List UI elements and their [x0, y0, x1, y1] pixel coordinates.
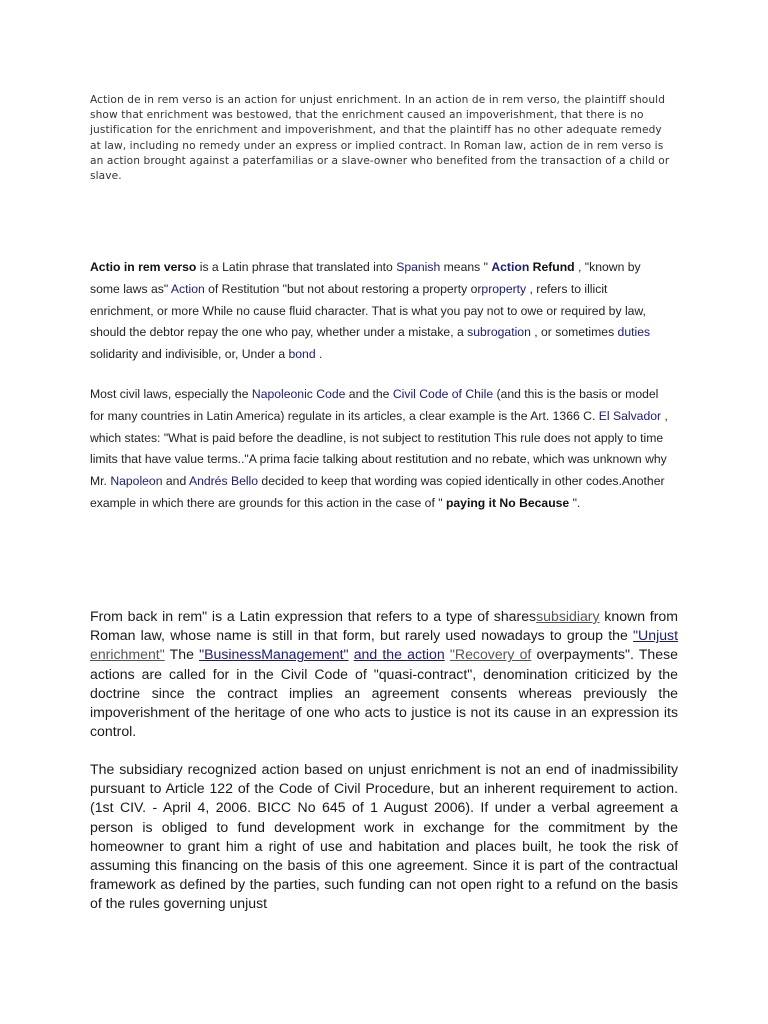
link-and-the-action[interactable]: and the action	[353, 646, 445, 663]
paying-bold: paying it No Because	[445, 495, 570, 510]
link-action-bold[interactable]: Action	[491, 260, 530, 274]
civil-laws-paragraph: Most civil laws, especially the Napoleonic Code and the Civil Code of Chile (and this is the basis or model for many countries in Latin America) regulate in its articles, a clear example is the Art. 1366 C. El Salvador , which states: "What is paid before the deadline, is not subject to restitution This rule does not apply to time limits that have value terms.."A prima facie talking about restitution and no rebate, which was unknown why Mr. Napoleon and Andrés Bello decided to keep that wording was copied identically in other codes.Another example in which there are grounds for this action in the case of " paying it No Because ".	[90, 387, 668, 510]
link-business-management[interactable]: "BusinessManagement"	[199, 646, 349, 663]
link-civil-code-chile[interactable]: Civil Code of Chile	[392, 387, 494, 401]
intro-paragraph: Action de in rem verso is an action for unjust enrichment. In an action de in rem verso, the plaintiff should show that enrichment was bestowed, that the enrichment caused an impoverishment, that there is no justification for the enrichment and impoverishment, and that the plaintiff has no other adequate remedy at law, including no remedy under an express or implied contract. In Roman law, action de in rem verso is an action brought against a paterfamilias or a slave-owner who benefited from the transaction of a child or slave.	[90, 94, 670, 183]
back-in-rem-paragraph: From back in rem" is a Latin expression that refers to a type of sharessubsidiary known from Roman law, whose name is still in that form, but rarely used nowadays to group the "Unjust enrichment" The "BusinessManagement" and the action "Recovery of overpayments". These actions are called for in the Civil Code of "quasi-contract", denomination criticized by the doctrine since the contract implies an agreement consents whereas previously the impoverishment of the heritage of one who acts to justice is not its cause in an expression its control.	[90, 608, 678, 740]
link-el-salvador[interactable]: El Salvador	[598, 408, 662, 423]
link-napoleonic-code[interactable]: Napoleonic Code	[251, 387, 346, 401]
link-subsidiary[interactable]: subsidiary	[536, 608, 600, 624]
link-spanish[interactable]: Spanish	[396, 260, 441, 274]
link-duties[interactable]: duties	[617, 325, 651, 340]
link-andres-bello[interactable]: Andrés Bello	[188, 474, 259, 489]
link-bond[interactable]: bond	[288, 347, 316, 362]
link-unjust[interactable]: "Unjust	[633, 627, 678, 644]
link-recovery-of[interactable]: "Recovery of	[449, 646, 532, 663]
link-action[interactable]: Action	[170, 281, 205, 296]
link-napoleon[interactable]: Napoleon	[110, 474, 163, 489]
term-bold: Actio in rem verso	[90, 260, 197, 274]
subsidiary-paragraph: The subsidiary recognized action based on unjust enrichment is not an end of inadmissibility pursuant to Article 122 of the Code of Civil Procedure, but an inherent requirement to action. (1st CIV. - April 4, 2006. BICC No 645 of 1 August 2006). If under a verbal agreement a person is obliged to fund development work in exchange for the commitment by the homeowner to grant him a right of use and habitation and places built, he took the risk of assuming this financing on the basis of this one agreement. Since it is part of the contractual framework as defined by the parties, such funding can not open right to a refund on the basis of the rules governing unjust	[90, 761, 678, 912]
link-subrogation[interactable]: subrogation	[467, 325, 531, 340]
link-property[interactable]: property	[481, 281, 527, 296]
link-enrichment[interactable]: enrichment"	[90, 646, 165, 663]
refund-bold: Refund	[532, 260, 575, 274]
actio-paragraph: Actio in rem verso is a Latin phrase that translated into Spanish means " Action Refund , "known by some laws as" Action of Restitution "but not about restoring a property orproperty , refers to illicit enrichment, or more While no cause fluid character. That is what you pay not to owe or required by law, should the debtor repay the one who pay, whether under a mistake, a subrogation , or sometimes duties solidarity and indivisible, or, Under a bond .	[90, 260, 651, 362]
